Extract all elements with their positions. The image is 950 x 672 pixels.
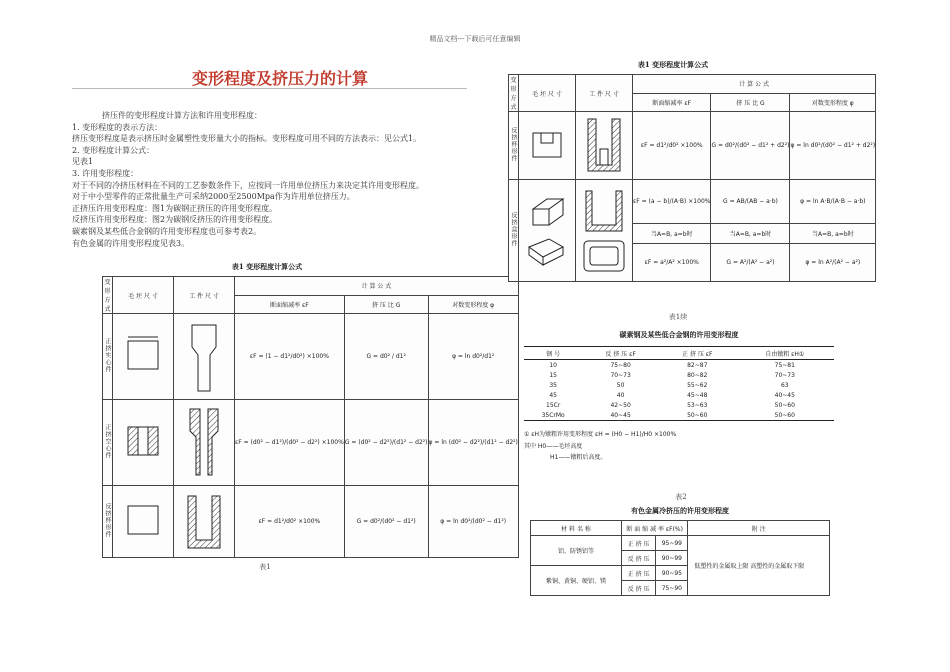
- part-drawing: [576, 180, 633, 282]
- intro-line: 对于不同的冷挤压材料在不同的工艺参数条件下，应按同一许用单位挤压力来决定其许用变形程度。: [72, 180, 424, 190]
- formula-phi: φ = ln (d0² − d2²)/(d1² − d2²): [428, 400, 518, 486]
- sub-log: 对数变形程度 φ: [790, 93, 876, 112]
- mode-label: 反挤盒形件: [510, 212, 517, 247]
- formula-g: G = AB/(AB − a·b): [711, 180, 790, 224]
- value-cell: 95~99: [656, 536, 688, 551]
- formula-phi: φ = ln A²/(A² − a²): [790, 244, 876, 282]
- mode-cell: 反 挤 压: [622, 551, 656, 566]
- col-upset: 自由镦粗 εH①: [736, 347, 834, 360]
- condition-note: 当A=B, a=b时: [633, 224, 711, 244]
- table1-cont: [508, 74, 876, 282]
- cell: 50~60: [659, 410, 736, 421]
- table1-cont-title: 表1 变形程度计算公式: [637, 60, 709, 69]
- value-cell: 75~90: [656, 581, 688, 596]
- value-cell: 90~99: [656, 551, 688, 566]
- part-drawing: [174, 400, 235, 486]
- table1-cont-block: [508, 60, 876, 282]
- formula-g: G = (d0² − d2²)/(d1² − d2²): [344, 400, 428, 486]
- formula-eps: εF = d1²/d0² ×100%: [235, 486, 345, 558]
- table3-block: [530, 506, 830, 596]
- col-reduction: 断 面 缩 减 率 εF(%): [622, 521, 688, 536]
- mode-label: 反挤杯形件: [510, 127, 517, 162]
- table-row: [524, 400, 834, 410]
- cylinder-blank-icon: [113, 331, 173, 381]
- intro-line: 对于中小型零件的正常批量生产可采纳2000至2500Mpa作为许用单位挤压力。: [72, 192, 355, 202]
- blank-drawing: [519, 180, 576, 282]
- intro-line: 正挤压许用变形程度：图1为碳钢正挤压的许用变形程度。: [72, 203, 278, 213]
- table-row: [103, 400, 519, 486]
- mode-cell: 正 挤 压: [622, 536, 656, 551]
- part-drawing: [576, 112, 633, 180]
- cell: 53~63: [687, 401, 708, 409]
- note-cell: 低塑性的金属取上限 高塑性的金属取下限: [688, 536, 830, 596]
- table3-title: 有色金属冷挤压的许用变形程度: [631, 506, 729, 515]
- cell: 50: [616, 381, 625, 389]
- intro-line: 3. 许用变形程度：: [72, 168, 139, 178]
- table2-caption: 表2: [675, 493, 687, 501]
- col-blank: 毛 坯 尺 寸: [113, 277, 174, 314]
- cell: 70~73: [610, 371, 631, 379]
- table-row: [524, 370, 834, 380]
- cell: 82~87: [687, 361, 708, 369]
- table1-title: 表1 变形程度计算公式: [231, 262, 303, 271]
- col-material: 材 料 名 称: [531, 521, 622, 536]
- condition-note: 当A=B, a=b时: [711, 224, 790, 244]
- solid-extrusion-icon: [174, 315, 234, 397]
- col-mode: 变形方式: [103, 277, 113, 314]
- table2-note: ① εH为镦粗许用变形程度 εH = (H0 − H1)/H0 ×100%: [524, 431, 677, 438]
- table-row: [103, 486, 519, 558]
- sub-ratio: 挤 压 比 G: [344, 295, 428, 314]
- table2-notes: [524, 429, 834, 461]
- table2-title: 碳素钢及某些低合金钢的许用变形程度: [619, 330, 739, 339]
- col-forward: 正 挤 压 εF: [659, 347, 736, 360]
- cup-blank-icon: [519, 123, 575, 167]
- formula-g: G = d0² / d1²: [344, 314, 428, 400]
- cup-part-icon: [576, 113, 632, 177]
- material-cell: 紫铜、黄铜、硬铝、镁: [531, 566, 622, 596]
- cell: 42~50: [610, 401, 631, 409]
- cell: 40: [616, 391, 625, 399]
- table-row: [531, 536, 830, 551]
- hollow-extrusion-icon: [174, 401, 234, 483]
- formula-eps: εF = (1 − d1²/d0²) ×100%: [235, 314, 345, 400]
- table2: [524, 346, 834, 421]
- table1-caption: 表1: [259, 563, 271, 571]
- intro-line: 有色金属的许用变形程度见表3。: [72, 238, 190, 248]
- mode-label: 正挤空心件: [104, 424, 111, 459]
- cell: 75~80: [610, 361, 631, 369]
- cup-extrusion-icon: [174, 488, 234, 554]
- formula-eps: εF = d1²/d0² ×100%: [633, 112, 711, 180]
- page-header: 精品文档---下载后可任意编辑: [429, 35, 521, 43]
- cell: 63: [780, 381, 789, 389]
- mode-label: 正挤实心件: [104, 338, 111, 373]
- cell: 80~82: [687, 371, 708, 379]
- table1: [102, 276, 519, 558]
- cell: 55~62: [687, 381, 708, 389]
- table-row: [524, 390, 834, 400]
- title-divider: [72, 88, 467, 89]
- cell: 35: [549, 381, 557, 389]
- col-note: 附 注: [688, 521, 830, 536]
- table-row: [103, 314, 519, 400]
- intro-line: 2. 变形程度计算公式：: [72, 145, 155, 155]
- blank-drawing: [113, 314, 174, 400]
- table3: [530, 520, 830, 596]
- cell: 50~60: [736, 410, 834, 421]
- page-title: 变形程度及挤压力的计算: [191, 69, 368, 88]
- intro-line: 挤压变形程度是表示挤压时金属塑性变形量大小的指标。变形程度可用不同的方法表示：见公式1。: [72, 134, 422, 144]
- intro-text: [72, 110, 472, 249]
- blank-drawing: [113, 486, 174, 558]
- formula-eps: εF = a²/A² ×100%: [633, 244, 711, 282]
- col-formula: 计 算 公 式: [633, 75, 876, 94]
- intro-line: 挤压件的变形程度计算方法和许用变形程度：: [102, 111, 262, 120]
- part-drawing: [174, 314, 235, 400]
- blank-drawing: [519, 112, 576, 180]
- box-blank-icon: [519, 185, 575, 275]
- formula-g: G = d0²/(d0² − d1²): [344, 486, 428, 558]
- cell: 45: [549, 391, 557, 399]
- table2-note: H1——镦粗后高度。: [550, 454, 607, 461]
- condition-note: 当A=B, a=b时: [790, 224, 876, 244]
- cell: 10: [549, 361, 557, 369]
- formula-g: G = d0²/(d0² − d1² + d2²): [711, 112, 790, 180]
- table-row: [524, 380, 834, 390]
- part-drawing: [174, 486, 235, 558]
- intro-line: 碳素钢及某些低合金钢的许用变形程度也可参考表2。: [72, 226, 262, 236]
- cell: 75~81: [774, 361, 795, 369]
- col-mode: 变形方式: [509, 75, 519, 112]
- cell: 70~73: [774, 371, 795, 379]
- intro-line: 见表1: [72, 157, 94, 167]
- table1-block: [102, 262, 518, 558]
- table2-note: 其中 H0——毛坯高度: [524, 443, 583, 450]
- formula-phi: φ = ln d0²/d1²: [428, 314, 518, 400]
- hollow-blank-icon: [113, 417, 173, 467]
- mode-label: 反挤杯形件: [104, 503, 111, 538]
- formula-phi: φ = ln A·B/(A·B − a·b): [790, 180, 876, 224]
- col-part: 工 件 尺 寸: [576, 75, 633, 112]
- sub-log: 对数变形程度 φ: [428, 295, 518, 314]
- formula-eps: εF = (a − b)/(A·B) ×100%: [633, 180, 711, 224]
- cell: 35CrMo: [524, 410, 582, 421]
- formula-phi: φ = ln d0²/(d0² − d1²): [428, 486, 518, 558]
- cell: 40~45: [582, 410, 659, 421]
- formula-phi: φ = ln d0²/(d0² − d1² + d2²): [790, 112, 876, 180]
- table1-cont-caption: 表1续: [668, 313, 688, 321]
- blank-drawing: [113, 400, 174, 486]
- mode-cell: 正 挤 压: [622, 566, 656, 581]
- cup-blank-icon: [113, 496, 173, 546]
- sub-reduction: 断面缩减率 εF: [235, 295, 345, 314]
- cell: 45~48: [687, 391, 708, 399]
- table-row: [524, 360, 834, 371]
- material-cell: 铝、防锈铝等: [531, 536, 622, 566]
- col-backward: 反 挤 压 εF: [582, 347, 659, 360]
- cell: 15Cr: [546, 401, 561, 409]
- table-row: [524, 410, 834, 421]
- table-row: [509, 180, 876, 224]
- table-row: [509, 112, 876, 180]
- intro-line: 反挤压许用变形程度：图2为碳钢反挤压的许用变形程度。: [72, 215, 278, 225]
- cell: 15: [549, 371, 557, 379]
- col-blank: 毛 坯 尺 寸: [519, 75, 576, 112]
- box-part-icon: [576, 185, 632, 275]
- value-cell: 90~95: [656, 566, 688, 581]
- intro-line: 1. 变形程度的表示方法：: [72, 122, 163, 132]
- cell: 40~45: [774, 391, 795, 399]
- table2-block: [524, 330, 834, 461]
- col-steel: 钢 号: [524, 347, 582, 360]
- sub-reduction: 断面缩减率 εF: [633, 93, 711, 112]
- sub-ratio: 挤 压 比 G: [711, 93, 790, 112]
- col-formula: 计 算 公 式: [235, 277, 519, 296]
- col-part: 工 件 尺 寸: [174, 277, 235, 314]
- mode-cell: 反 挤 压: [622, 581, 656, 596]
- cell: 50~60: [774, 401, 795, 409]
- formula-eps: εF = (d0² − d1²)/(d0² − d2²) ×100%: [235, 400, 345, 486]
- formula-g: G = A²/(A² − a²): [711, 244, 790, 282]
